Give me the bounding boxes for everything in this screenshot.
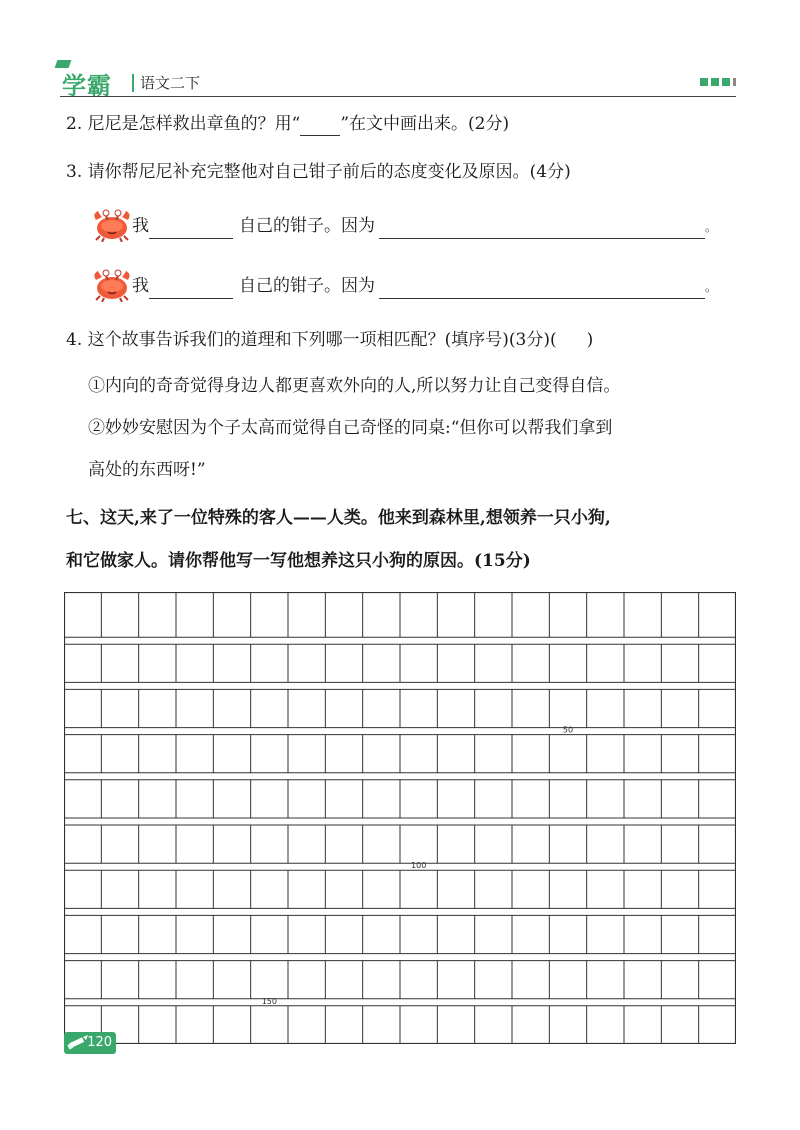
question-7-line-2: 和它做家人。请你帮他写一写他想养这只小狗的原因。(15分) — [66, 551, 531, 571]
question-4-text: 4. 这个故事告诉我们的道理和下列哪一项相匹配？(填序号)(3分)( — [66, 330, 557, 350]
question-3-line-a-wo: 我 — [132, 216, 149, 236]
question-7-line-1: 七、这天,来了一位特殊的客人——人类。他来到森林里,想领养一只小狗, — [66, 508, 611, 528]
writing-grid-svg[interactable] — [64, 592, 736, 1044]
header-decoration — [700, 78, 736, 86]
question-3: 3. 请你帮尼尼补充完整他对自己钳子前后的态度变化及原因。(4分) — [66, 162, 571, 182]
question-3-line-b-end: 。 — [705, 280, 718, 294]
attitude-blank-before[interactable] — [149, 218, 233, 239]
page-footer — [64, 1032, 124, 1054]
question-3-line-b-mid: 自己的钳子。因为 — [239, 276, 375, 296]
word-count-marker: 100 — [411, 861, 427, 871]
question-3-line-a-end: 。 — [705, 220, 718, 234]
crab-icon — [92, 206, 132, 242]
question-4-tail: ) — [586, 330, 594, 350]
pencil-icon — [67, 1035, 89, 1051]
writing-grid[interactable] — [64, 592, 736, 1044]
word-count-marker: 150 — [261, 996, 277, 1006]
question-3-line-b-wo: 我 — [132, 276, 149, 296]
question-4 — [66, 328, 593, 352]
crab-icon — [92, 266, 132, 302]
word-count-marker: 50 — [562, 725, 574, 735]
question-3-line-a — [132, 214, 717, 239]
question-2-tail: ”在文中画出来。(2分) — [340, 114, 510, 134]
reason-blank-before[interactable] — [379, 218, 705, 239]
reason-blank-after[interactable] — [379, 278, 705, 299]
question-3-line-a-mid: 自己的钳子。因为 — [239, 216, 375, 236]
question-4-option-2-cont: 高处的东西呀!” — [88, 460, 206, 480]
question-2 — [66, 112, 509, 136]
graduation-cap-icon — [55, 60, 72, 68]
header-divider — [60, 96, 736, 97]
page-header — [60, 66, 740, 100]
question-2-underline-sample — [300, 115, 340, 136]
question-2-text: 2. 尼尼是怎样救出章鱼的？用“ — [66, 114, 301, 134]
attitude-blank-after[interactable] — [149, 278, 233, 299]
question-4-option-2: ②妙妙安慰因为个子太高而觉得自己奇怪的同桌:“但你可以帮我们拿到 — [88, 418, 613, 438]
page-number: 120 — [64, 1032, 116, 1054]
question-4-option-1: ①内向的奇奇觉得身边人都更喜欢外向的人,所以努力让自己变得自信。 — [88, 376, 621, 396]
question-3-line-b — [132, 274, 717, 299]
book-title: 语文二下 — [132, 74, 200, 92]
brand-logo-text: 学霸 — [62, 72, 112, 100]
